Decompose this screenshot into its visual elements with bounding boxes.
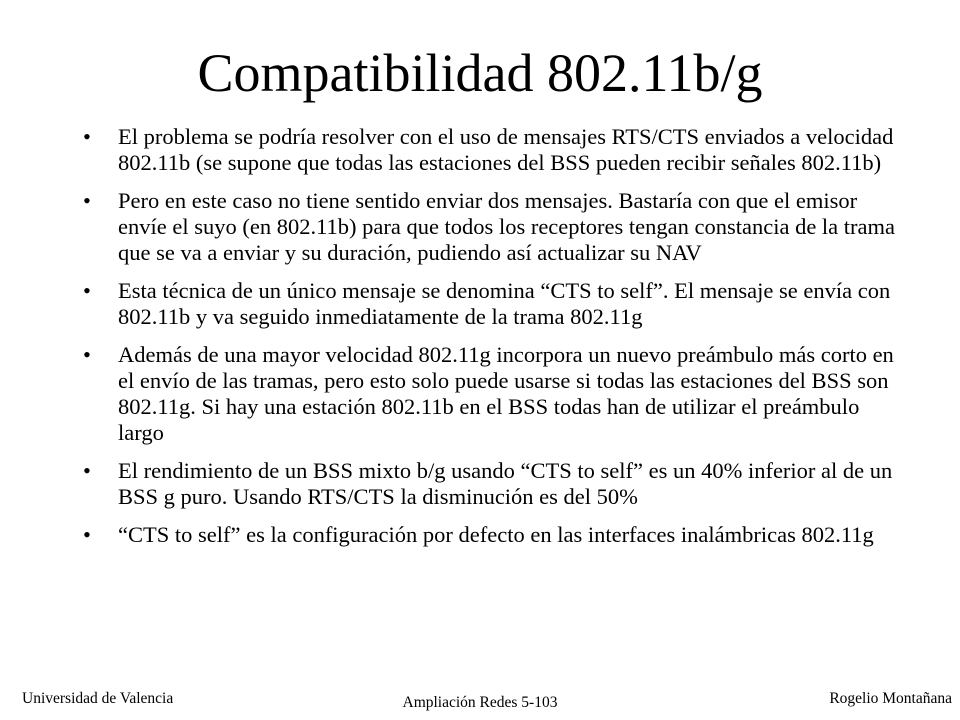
bullet-item-2 [80, 188, 900, 266]
bullet-item-5 [80, 458, 900, 510]
bullet-item-6 [80, 522, 900, 548]
bullet-icon: • [83, 124, 91, 149]
bullet-icon: • [83, 188, 91, 213]
footer-institution: Universidad de Valencia [22, 690, 174, 707]
footer-author: Rogelio Montañana [829, 690, 952, 707]
slide-title: Compatibilidad 802.11b/g [197, 43, 763, 103]
bullet-item-1 [80, 124, 900, 176]
bullet-text: El problema se podría resolver con el uso de mensajes RTS/CTS enviados a velocidad 802.11b (se supone que todas las estaciones del BSS pueden recibir señales 802.11b) [118, 124, 894, 175]
bullet-text: “CTS to self” es la configuración por defecto en las interfaces inalámbricas 802.11g [118, 522, 874, 547]
bullet-text: Además de una mayor velocidad 802.11g incorpora un nuevo preámbulo más corto en el envío de las tramas, pero esto solo puede usarse si todas las estaciones del BSS son 802.11g. Si hay una estación 802.11b en el BSS todas han de utilizar el preámbulo largo [118, 342, 894, 445]
bullet-icon: • [83, 342, 91, 367]
footer-course-page: Ampliación Redes 5-103 [402, 694, 558, 711]
bullet-item-4 [80, 342, 900, 446]
bullet-list [80, 124, 900, 560]
bullet-icon: • [83, 522, 91, 547]
bullet-text: Pero en este caso no tiene sentido enviar dos mensajes. Bastaría con que el emisor envíe el suyo (en 802.11b) para que todos los receptores tengan constancia de la trama que se va a enviar y su duración, pudiendo así actualizar su NAV [118, 188, 896, 265]
bullet-icon: • [83, 458, 91, 483]
bullet-icon: • [83, 278, 91, 303]
bullet-text: El rendimiento de un BSS mixto b/g usando “CTS to self” es un 40% inferior al de un BSS g puro. Usando RTS/CTS la disminución es del 50% [118, 458, 893, 509]
bullet-text: Esta técnica de un único mensaje se denomina “CTS to self”. El mensaje se envía con 802.11b y va seguido inmediatamente de la trama 802.11g [118, 278, 891, 329]
bullet-item-3 [80, 278, 900, 330]
